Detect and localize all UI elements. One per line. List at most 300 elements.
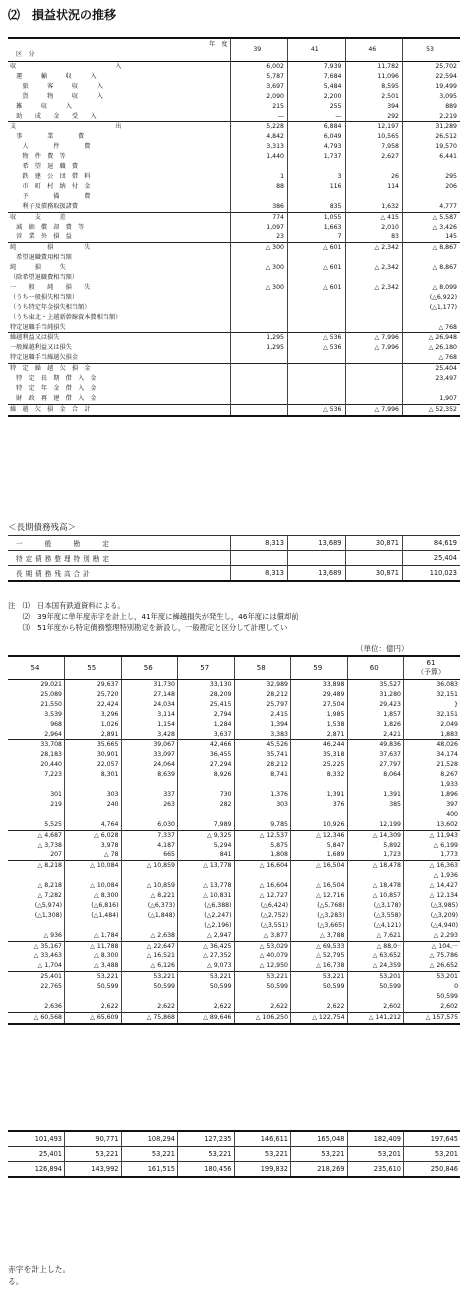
cell-value: △ 2,293	[404, 931, 461, 941]
cell-value	[121, 921, 178, 931]
cell-value	[403, 313, 461, 323]
cell-value: 8,064	[347, 770, 404, 780]
cell-value: △ 26,652	[404, 961, 461, 971]
cell-value: 26	[345, 172, 403, 182]
cell-value: 33,708	[8, 740, 65, 750]
cell-value: 22,424	[65, 700, 122, 710]
cell-value: 2,636	[44, 1003, 62, 1010]
row-label: （うち特定年金損失相当額）	[10, 303, 91, 311]
note-line: 注 ⑴ 日本国有鉄道資料による。	[8, 601, 125, 610]
cell-value: 182,409	[347, 1131, 404, 1147]
cell-value: 23	[230, 232, 288, 242]
cell-value: △ 22,647	[121, 941, 178, 951]
cell-value	[178, 780, 235, 790]
table-row	[8, 750, 460, 760]
note-line: ⑵ 39年度に単年度赤字を計上し，41年度に繰越損失が発生し，46年度には償却前	[8, 612, 299, 621]
cell-value: (△2,196)	[178, 921, 235, 931]
cell-value: 36,455	[178, 750, 235, 760]
cell-value: 218,269	[291, 1162, 348, 1178]
cell-value: —	[288, 112, 346, 122]
row-label: 収 支 差	[8, 212, 230, 222]
cell-value	[121, 810, 178, 820]
cell-value: 21,550	[40, 700, 62, 708]
cell-value	[8, 921, 65, 931]
row-label: 旅 客 収 入	[10, 82, 103, 90]
cell-value	[345, 162, 403, 172]
cell-value: (△2,247)	[178, 911, 235, 921]
cell-value: 23,497	[403, 374, 461, 384]
cell-value: 1,826	[347, 720, 404, 730]
trailing-line: 赤字を計上した。	[8, 1265, 71, 1274]
cell-value: 33,097	[121, 750, 178, 760]
cell-value: △ 7,282	[37, 892, 62, 900]
cell-value: 39,067	[121, 740, 178, 750]
cell-value: △ 2,342	[345, 283, 403, 293]
cell-value: 35,741	[234, 750, 291, 760]
cell-value	[345, 303, 403, 313]
cell-value: 25,404	[403, 364, 461, 374]
cell-value: 53,221	[65, 1147, 122, 1162]
cell-value: 13,689	[288, 536, 346, 551]
cell-value: △ 7,996	[345, 343, 403, 353]
cell-value: △ 9,073	[178, 961, 235, 971]
cell-value: 8,741	[234, 770, 291, 780]
cell-value	[403, 253, 461, 263]
row-label: 鉄 建 公 団 借 料	[10, 172, 91, 180]
cell-value: 49,836	[347, 740, 404, 750]
cell-value: 2,622	[234, 1002, 291, 1012]
cell-value	[234, 871, 291, 881]
cell-value: 8,267	[404, 770, 461, 780]
header-year: 年 度	[208, 41, 228, 48]
year-header: 56	[121, 656, 178, 680]
table-row	[8, 720, 460, 730]
cell-value	[345, 293, 403, 303]
cell-value: 29,489	[291, 690, 348, 700]
cell-value: 7,337	[121, 830, 178, 840]
cell-value: △ 16,504	[291, 881, 348, 891]
cell-value: 8,313	[230, 566, 288, 582]
table-row	[8, 680, 460, 690]
cell-value: 3,637	[178, 730, 235, 740]
year-header: 54	[8, 656, 65, 680]
cell-value: 235,610	[347, 1162, 404, 1178]
cell-value	[288, 323, 346, 333]
cell-value: 8,926	[178, 770, 235, 780]
cell-value: △ 7,996	[345, 404, 403, 415]
cell-value	[347, 780, 404, 790]
table-row	[8, 850, 460, 860]
cell-value: 1,737	[288, 152, 346, 162]
cell-value: 1,689	[291, 850, 348, 860]
cell-value: △ 1,936	[404, 871, 461, 881]
cell-value: 53,221	[234, 1147, 291, 1162]
cell-value: △ 12,950	[234, 961, 291, 971]
row-label: （うち東北・上越新幹線資本費相当額）	[10, 313, 122, 321]
cell-value: 1,394	[234, 720, 291, 730]
cell-value: △ 12,134	[404, 891, 461, 901]
cell-value: △ 601	[288, 263, 346, 273]
cell-value: 53,221	[121, 1147, 178, 1162]
cell-value: 8,301	[65, 770, 122, 780]
cell-value: 1,896	[404, 790, 461, 800]
cell-value: 206	[403, 182, 461, 192]
cell-value: 50,599	[291, 982, 348, 992]
cell-value: 46,244	[291, 740, 348, 750]
cell-value: 27,504	[291, 700, 348, 710]
cell-value: 394	[345, 102, 403, 112]
cell-value: 730	[178, 790, 235, 800]
cell-value	[403, 192, 461, 202]
cell-value: 5,484	[288, 82, 346, 92]
cell-value: △ 78	[65, 850, 122, 860]
cell-value: △ 768	[403, 323, 461, 333]
row-label: 物 件 費 等	[10, 153, 66, 161]
cell-value	[230, 374, 288, 384]
section-title: ⑵ 損益状況の推移	[8, 8, 117, 22]
cell-value: 1,391	[291, 790, 348, 800]
table-row	[8, 313, 460, 323]
cell-value: △ 12,346	[291, 830, 348, 840]
debt-table-lower	[8, 1130, 460, 1178]
table-row	[8, 384, 460, 394]
cell-value: 35,665	[65, 740, 122, 750]
cell-value: 1,723	[347, 850, 404, 860]
cell-value	[345, 253, 403, 263]
cell-value: △ 8,099	[403, 283, 461, 293]
table-row	[8, 992, 460, 1002]
row-label: 営 業 外 損 益	[10, 233, 72, 241]
table-row	[8, 273, 460, 283]
cell-value	[230, 551, 288, 566]
cell-value: △ 8,218	[37, 882, 62, 890]
cell-value: △ 18,478	[347, 861, 404, 871]
cell-value: 1,933	[404, 780, 461, 790]
cell-value: 1,097	[230, 223, 288, 233]
cell-value: 8,332	[291, 770, 348, 780]
cell-value	[347, 810, 404, 820]
cell-value: 2,049	[404, 720, 461, 730]
cell-value: 24,034	[121, 700, 178, 710]
cell-value: △ 4,687	[8, 830, 65, 840]
cell-value: 1,985	[291, 710, 348, 720]
cell-value: 25,225	[291, 760, 348, 770]
cell-value: 25,415	[178, 700, 235, 710]
cell-value: 1,284	[178, 720, 235, 730]
cell-value: △ 16,604	[234, 881, 291, 891]
cell-value	[234, 810, 291, 820]
year-header: 60	[347, 656, 404, 680]
row-label: 一般繰越利益又は損失	[10, 344, 72, 352]
row-label: 特 定 年 金 借 入 金	[10, 385, 97, 392]
row-label: 雑 収 入	[10, 102, 72, 110]
cell-value: 53,201	[347, 1147, 404, 1162]
cell-value: △ 6,199	[404, 841, 461, 851]
cell-value: 1,055	[288, 212, 346, 222]
debt-row	[8, 536, 460, 551]
row-label: 繰 越 欠 損 金 合 計	[8, 404, 230, 415]
cell-value: 301	[50, 790, 62, 798]
cell-value	[291, 780, 348, 790]
cell-value: 3,978	[65, 841, 122, 851]
cell-value: △ 60,568	[8, 1012, 65, 1023]
cell-value: (△3,558)	[347, 911, 404, 921]
row-label: 希望退職費用相当額	[10, 254, 72, 262]
cell-value: △ 63,652	[347, 951, 404, 961]
trailing-text	[8, 1264, 70, 1288]
cell-value: 1,773	[404, 850, 461, 860]
cell-value	[288, 384, 346, 394]
cell-value: —	[230, 112, 288, 122]
year-header: 53	[403, 38, 461, 62]
cell-value: (△3,551)	[234, 921, 291, 931]
cell-value: △ 2,638	[121, 931, 178, 941]
cell-value: △ 601	[288, 243, 346, 253]
row-label: 希 望 退 職 費	[10, 163, 79, 171]
row-label: 運 輸 収 入	[10, 72, 97, 80]
cell-value: 90,771	[65, 1131, 122, 1147]
cell-value: △ 27,352	[178, 951, 235, 961]
cell-value: (△1,308)	[34, 911, 62, 919]
table-row	[8, 92, 460, 102]
cell-value	[288, 551, 346, 566]
cell-value: 263	[121, 800, 178, 810]
cell-value: 27,148	[121, 690, 178, 700]
cell-value: △ 415	[345, 212, 403, 222]
cell-value: 53,221	[178, 1147, 235, 1162]
cell-value: 6,030	[121, 820, 178, 830]
row-label: 予 備 費	[10, 192, 91, 200]
cell-value: 5,875	[234, 841, 291, 851]
cell-value: 28,212	[234, 760, 291, 770]
row-label: （うち一般損失相当額）	[10, 293, 79, 301]
cell-value	[288, 162, 346, 172]
cell-value: 337	[121, 790, 178, 800]
cell-value	[230, 313, 288, 323]
cell-value: △ 5,587	[403, 212, 461, 222]
cell-value: (△6,373)	[121, 901, 178, 911]
cell-value: 53,221	[291, 972, 348, 982]
cell-value: 2,219	[403, 112, 461, 122]
cell-value: 53,201	[347, 972, 404, 982]
cell-value: △ 106,250	[234, 1012, 291, 1023]
cell-value: △ 8,867	[403, 243, 461, 253]
table-row	[8, 901, 460, 911]
cell-value	[65, 921, 122, 931]
cell-value	[345, 313, 403, 323]
cell-value: △ 33,463	[33, 952, 62, 960]
cell-value: 303	[65, 790, 122, 800]
cell-value: 88	[230, 182, 288, 192]
cell-value: △ 36,425	[178, 941, 235, 951]
table-row	[8, 830, 460, 840]
table-row	[8, 323, 460, 333]
cell-value: △ 536	[288, 404, 346, 415]
cell-value: 6,884	[288, 122, 346, 132]
cell-value	[178, 810, 235, 820]
table-row	[8, 770, 460, 780]
row-label: （除希望退職費相当額）	[10, 274, 79, 282]
cell-value: 32,151	[404, 710, 461, 720]
cell-value: 2,602	[404, 1002, 461, 1012]
cell-value: △ 16,521	[121, 951, 178, 961]
row-label: 減 価 償 却 費 等	[10, 223, 85, 231]
cell-value: 2,090	[230, 92, 288, 102]
cell-value: 1,538	[291, 720, 348, 730]
cell-value: 1,907	[403, 394, 461, 404]
cell-value: △ 141,212	[347, 1012, 404, 1023]
cell-value: 25,089	[40, 690, 62, 698]
cell-value: △ 16,738	[291, 961, 348, 971]
cell-value: △ 24,359	[347, 961, 404, 971]
row-label: 特定債務整理特別勘定	[8, 551, 230, 566]
table-row	[8, 941, 460, 951]
cell-value: 83	[345, 232, 403, 242]
table-row	[8, 283, 460, 293]
cell-value: 11,782	[345, 62, 403, 72]
cell-value: △ 536	[288, 343, 346, 353]
cell-value: 146,611	[234, 1131, 291, 1147]
cell-value: △ 10,831	[178, 891, 235, 901]
table-row	[8, 931, 460, 941]
cell-value: 4,764	[65, 820, 122, 830]
cell-value: 25,797	[234, 700, 291, 710]
cell-value: 53,221	[178, 972, 235, 982]
cell-value: 53,201	[404, 972, 461, 982]
year-header: 39	[230, 38, 288, 62]
cell-value	[121, 871, 178, 881]
cell-value	[65, 780, 122, 790]
table-row	[8, 122, 460, 132]
cell-value: 3,114	[121, 710, 178, 720]
cell-value	[291, 992, 348, 1002]
cell-value: △ 12,727	[234, 891, 291, 901]
cell-value: 292	[345, 112, 403, 122]
year-header: 55	[65, 656, 122, 680]
row-label: 一 般 勘 定	[8, 536, 230, 551]
cell-value	[121, 992, 178, 1002]
table-row	[8, 921, 460, 931]
cell-value	[234, 780, 291, 790]
cell-value	[230, 323, 288, 333]
cell-value: △ 26,948	[403, 333, 461, 343]
cell-value: 2,421	[347, 730, 404, 740]
cell-value: 13,602	[404, 820, 461, 830]
row-label: 事 業 費	[10, 133, 85, 141]
table-row	[8, 212, 460, 222]
cell-value: △ 300	[230, 263, 288, 273]
cell-value: △ 104,···	[404, 941, 461, 951]
table-row	[8, 790, 460, 800]
cell-value: △ 10,859	[121, 861, 178, 871]
cell-value: △ 10,857	[347, 891, 404, 901]
row-label: 収 入	[10, 63, 122, 70]
table-row	[8, 982, 460, 992]
cell-value: 37,637	[347, 750, 404, 760]
table-row	[8, 82, 460, 92]
cell-value: 12,199	[347, 820, 404, 830]
debt-row	[8, 1147, 460, 1162]
cell-value: 53,201	[404, 1147, 461, 1162]
cell-value: △ 18,478	[347, 881, 404, 891]
cell-value: △ 8,221	[121, 891, 178, 901]
cell-value: △ 8,300	[65, 951, 122, 961]
cell-value: △ 52,352	[403, 404, 461, 415]
cell-value: 84,619	[403, 536, 461, 551]
debt-row	[8, 551, 460, 566]
cell-value: 28,212	[234, 690, 291, 700]
table-row	[8, 162, 460, 172]
cell-value: 31,280	[347, 690, 404, 700]
cell-value: 2,622	[65, 1002, 122, 1012]
cell-value: 219	[50, 800, 62, 808]
table-row	[8, 700, 460, 710]
table-row	[8, 172, 460, 182]
cell-value: △ 1,784	[65, 931, 122, 941]
year-header: 59	[291, 656, 348, 680]
cell-value: (△2,752)	[234, 911, 291, 921]
cell-value	[288, 353, 346, 363]
cell-value: 7,989	[178, 820, 235, 830]
cell-value: 50,599	[121, 982, 178, 992]
table-row	[8, 343, 460, 353]
profit-loss-table-lower	[8, 655, 460, 1025]
cell-value: 24,064	[121, 760, 178, 770]
cell-value: 1,376	[234, 790, 291, 800]
cell-value: 240	[65, 800, 122, 810]
table-row	[8, 820, 460, 830]
cell-value: (△1,848)	[121, 911, 178, 921]
cell-value: 45,526	[234, 740, 291, 750]
cell-value: 26,512	[403, 132, 461, 142]
cell-value: 27,294	[178, 760, 235, 770]
cell-value: 386	[230, 202, 288, 212]
cell-value: △ 3,788	[291, 931, 348, 941]
cell-value	[230, 353, 288, 363]
cell-value: 30,871	[345, 566, 403, 582]
cell-value: 25,401	[8, 972, 65, 982]
table-row	[8, 404, 460, 415]
row-label: 市 町 村 納 付 金	[10, 182, 91, 190]
table-row	[8, 374, 460, 384]
cell-value: 400	[404, 810, 461, 820]
table-row	[8, 353, 460, 363]
cell-value: 7	[288, 232, 346, 242]
cell-value: 7,939	[288, 62, 346, 72]
row-label: 利子及債務取扱諸費	[10, 202, 79, 210]
cell-value: (△4,121)	[347, 921, 404, 931]
cell-value	[288, 293, 346, 303]
cell-value: △ 69,533	[291, 941, 348, 951]
table-row	[8, 951, 460, 961]
cell-value: 1,883	[404, 730, 461, 740]
cell-value: △ 3,738	[37, 841, 62, 849]
year-header: 61 （予算）	[404, 656, 461, 680]
cell-value: 25,702	[403, 62, 461, 72]
cell-value: 34,174	[404, 750, 461, 760]
cell-value: △ 536	[288, 333, 346, 343]
cell-value: (△3,665)	[291, 921, 348, 931]
cell-value: 255	[288, 102, 346, 112]
cell-value: △ 768	[403, 353, 461, 363]
cell-value: 33,130	[178, 680, 235, 690]
cell-value: 3,539	[44, 710, 62, 718]
cell-value	[230, 364, 288, 374]
year-header: 57	[178, 656, 235, 680]
cell-value: 397	[404, 800, 461, 810]
cell-value: △ 52,795	[291, 951, 348, 961]
table-row	[8, 841, 460, 851]
